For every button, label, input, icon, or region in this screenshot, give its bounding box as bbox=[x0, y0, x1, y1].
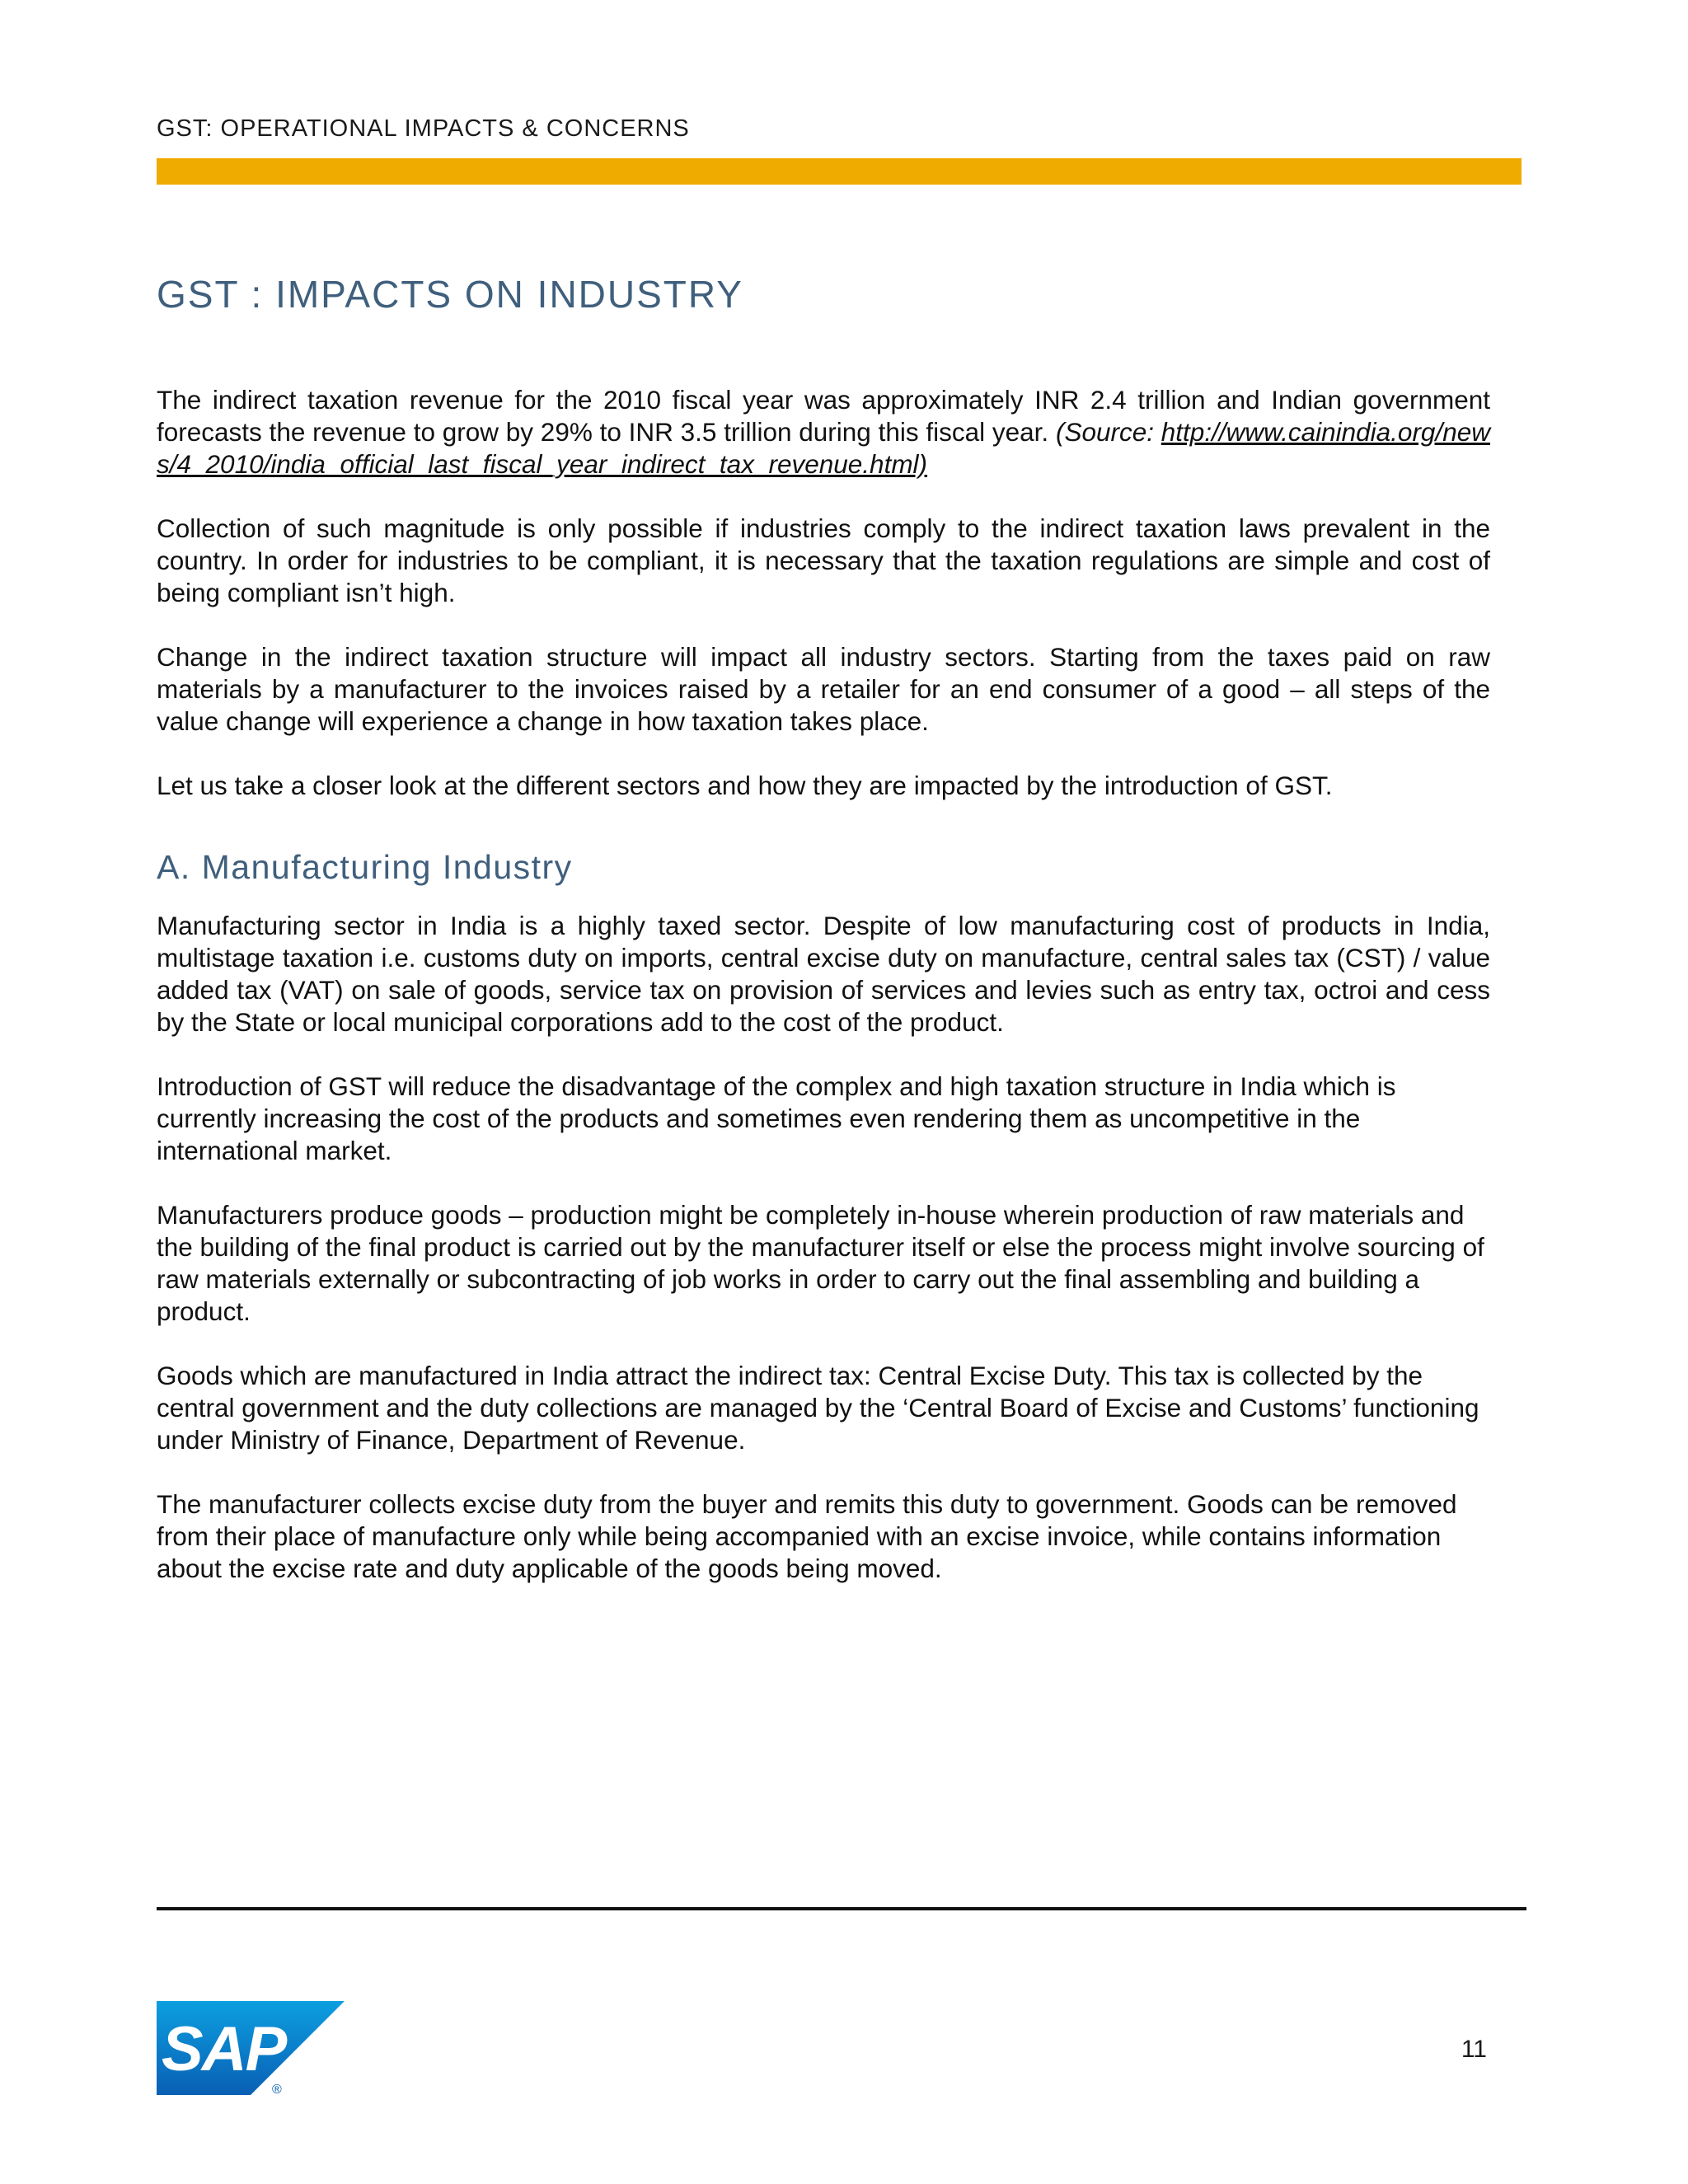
svg-text:®: ® bbox=[272, 2083, 282, 2095]
running-header: GST: OPERATIONAL IMPACTS & CONCERNS bbox=[157, 115, 690, 142]
document-body bbox=[157, 384, 1490, 1617]
manufacturing-paragraph-4: Goods which are manufactured in India attract the indirect tax: Central Excise Duty. This tax is collected by the central government and the duty collections are managed by the ‘Central Board of Excise and Customs’ functioning under Ministry of Finance, Department of Revenue. bbox=[157, 1361, 1479, 1455]
page-number: 11 bbox=[1461, 2036, 1487, 2063]
source-label: (Source: bbox=[1055, 417, 1155, 447]
source-link[interactable]: http://www.cainindia.org/news/4_2010/india_official_last_fiscal_year_indirect_tax_revenue.html) bbox=[157, 417, 1490, 479]
manufacturing-paragraph-5: The manufacturer collects excise duty from the buyer and remits this duty to government. Goods can be removed from their place of manufacture only while being accompanied with an excise invoice, while contains information about the excise rate and duty applicable of the goods being moved. bbox=[157, 1489, 1457, 1583]
svg-text:SAP: SAP bbox=[162, 2014, 286, 2084]
manufacturing-paragraph-3: Manufacturers produce goods – production might be completely in-house wherein production of raw materials and the building of the final product is carried out by the manufacturer itself or else the process might involve sourcing of raw materials externally or subcontracting of job works in order to carry out the final assembling and building a product. bbox=[157, 1200, 1484, 1326]
footer-divider bbox=[157, 1907, 1526, 1910]
intro-paragraph-3: Change in the indirect taxation structure will impact all industry sectors. Starting from the taxes paid on raw materials by a manufacturer to the invoices raised by a retailer for an end consumer of a good – all steps of the value change will experience a change in how taxation takes place. bbox=[157, 642, 1490, 736]
intro-paragraph-1-text: The indirect taxation revenue for the 2010 fiscal year was approximately INR 2.4 trillion and Indian government forecasts the revenue to grow by 29% to INR 3.5 trillion during this fiscal year. bbox=[157, 385, 1490, 447]
header-accent-bar bbox=[157, 158, 1522, 185]
manufacturing-paragraph-2: Introduction of GST will reduce the disadvantage of the complex and high taxation structure in India which is currently increasing the cost of the products and sometimes even rendering them as uncompetitive in the international market. bbox=[157, 1071, 1396, 1165]
intro-paragraph-2: Collection of such magnitude is only possible if industries comply to the indirect taxation laws prevalent in the country. In order for industries to be compliant, it is necessary that the taxation regulations are simple and cost of being compliant isn’t high. bbox=[157, 513, 1490, 607]
section-heading-manufacturing: A. Manufacturing Industry bbox=[157, 848, 573, 886]
sap-logo bbox=[157, 2001, 345, 2095]
manufacturing-paragraph-1: Manufacturing sector in India is a highly taxed sector. Despite of low manufacturing cost of products in India, multistage taxation i.e. customs duty on imports, central excise duty on manufacture, central sales tax (CST) / value added tax (VAT) on sale of goods, service tax on provision of services and levies such as entry tax, octroi and cess by the State or local municipal corporations add to the cost of the product. bbox=[157, 911, 1490, 1037]
intro-paragraph-4: Let us take a closer look at the different sectors and how they are impacted by the introduction of GST. bbox=[157, 771, 1333, 800]
intro-paragraph-1 bbox=[157, 384, 1490, 480]
page-title: GST : IMPACTS ON INDUSTRY bbox=[157, 273, 743, 316]
